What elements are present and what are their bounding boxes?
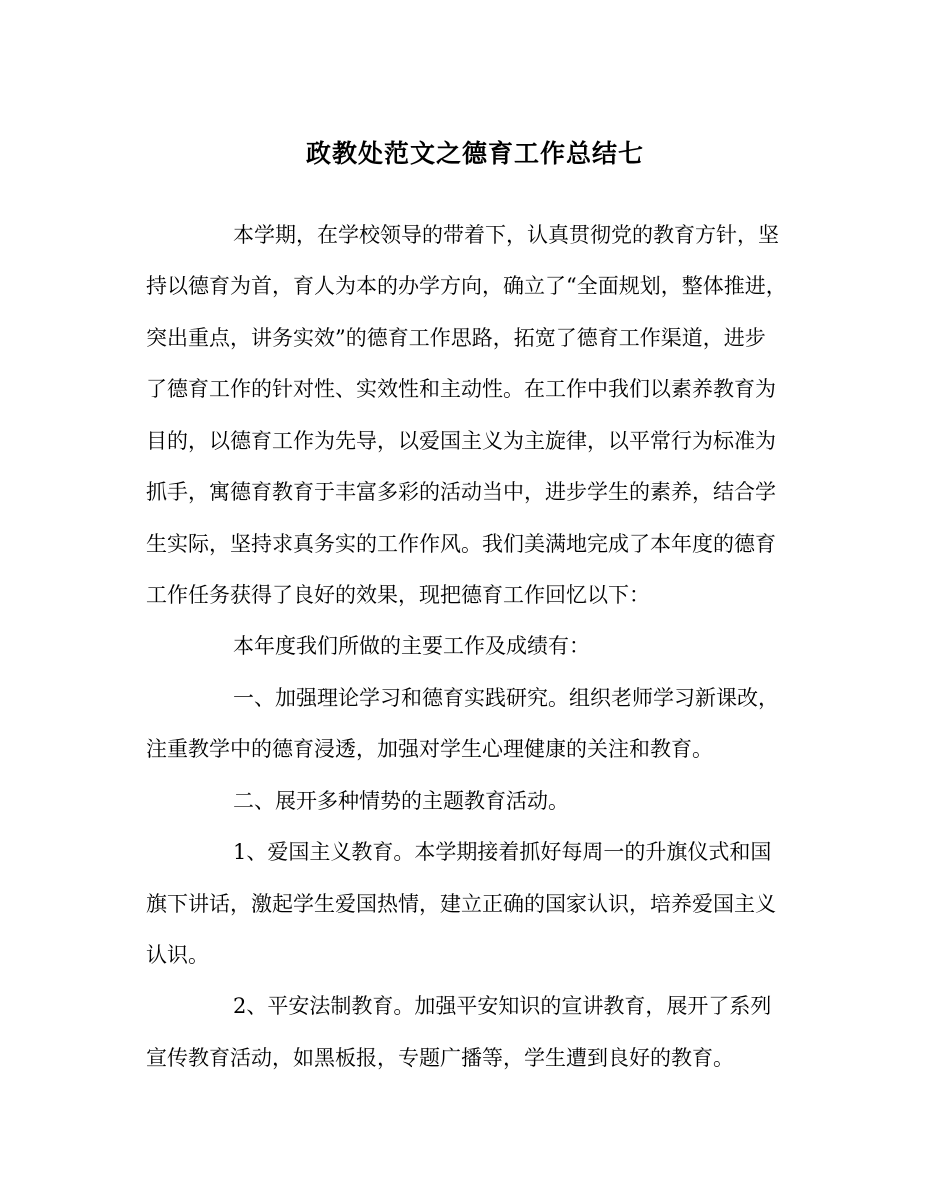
paragraph-line: 本学期，在学校领导的带着下，认真贯彻党的教育方针，坚 — [233, 223, 779, 247]
paragraph-line: 持以德育为首，育人为本的办学方向，确立了“全面规划，整体推进， — [146, 274, 787, 298]
paragraph-line: 突出重点，讲务实效”的德育工作思路，拓宽了德育工作渠道，进步 — [146, 326, 766, 350]
paragraph-line: 生实际，坚持求真务实的工作作风。我们美满地完成了本年度的德育 — [146, 532, 776, 556]
paragraph-line: 注重教学中的德育浸透，加强对学生心理健康的关注和教育。 — [146, 737, 713, 761]
paragraph-line: 一、加强理论学习和德育实践研究。组织老师学习新课改， — [233, 686, 779, 710]
paragraph-line: 目的，以德育工作为先导，以爱国主义为主旋律，以平常行为标准为 — [146, 429, 776, 453]
paragraph-line: 本年度我们所做的主要工作及成绩有： — [233, 634, 590, 658]
paragraph-line: 抓手，寓德育教育于丰富多彩的活动当中，进步学生的素养，结合学 — [146, 480, 776, 504]
paragraph-line: 工作任务获得了良好的效果，现把德育工作回忆以下： — [146, 583, 650, 607]
paragraph-line: 2、平安法制教育。加强平安知识的宣讲教育，展开了系列 — [233, 994, 772, 1018]
paragraph-line: 宣传教育活动，如黑板报，专题广播等，学生遭到良好的教育。 — [146, 1046, 734, 1070]
paragraph-line: 旗下讲话，激起学生爱国热情，建立正确的国家认识，培养爱国主义 — [146, 892, 776, 916]
paragraph-line: 了德育工作的针对性、实效性和主动性。在工作中我们以素养教育为 — [146, 377, 776, 401]
paragraph-line: 认识。 — [146, 943, 209, 967]
paragraph-line: 1、爱国主义教育。本学期接着抓好每周一的升旗仪式和国 — [233, 840, 772, 864]
paragraph-line: 二、展开多种情势的主题教育活动。 — [233, 789, 569, 813]
document-title: 政教处范文之德育工作总结七 — [305, 139, 644, 168]
